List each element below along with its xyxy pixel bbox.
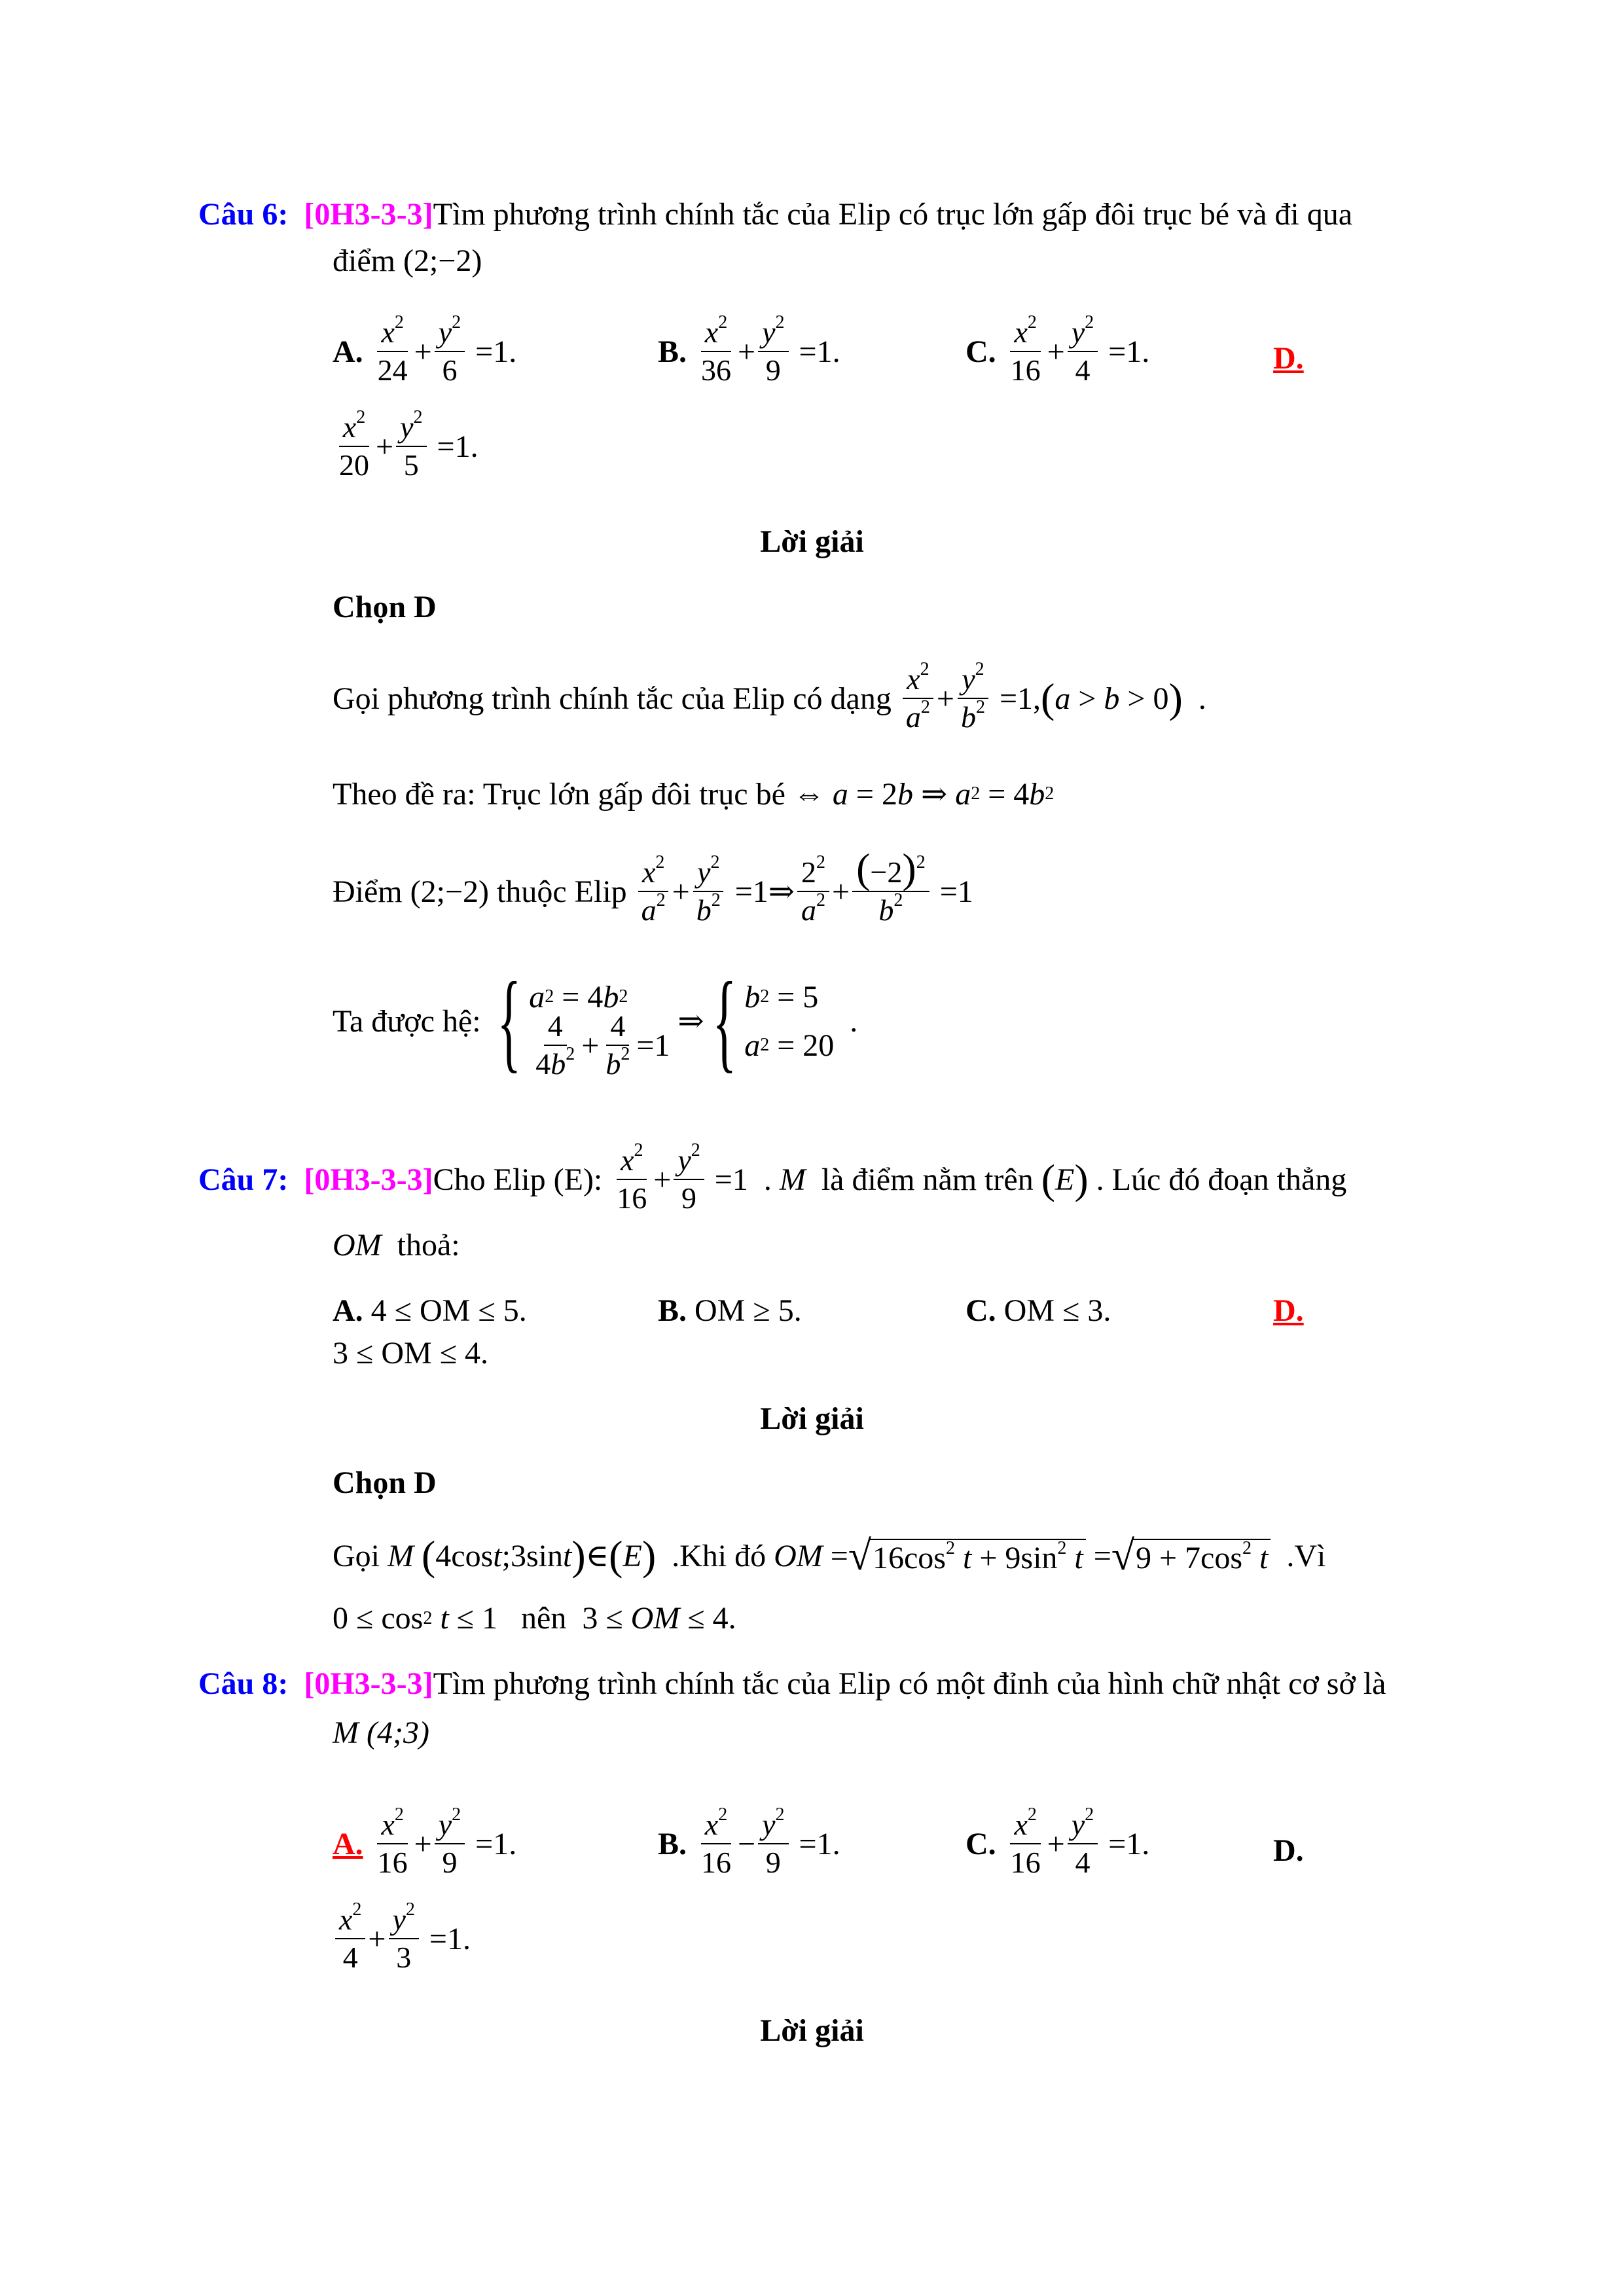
q7-stem-line2: OM thoả:: [333, 1228, 460, 1263]
q7-solution-step2: 0 ≤ cos 2 t ≤ 1 nên 3 ≤ OM ≤ 4.: [333, 1601, 736, 1636]
option-letter: A.: [333, 334, 363, 369]
q6-solution-step3: Điểm (2;−2) thuộc Elip $\frac{x^2}{a^2}$ + $\frac{y^2}{b^2}$ =1⇒ $\frac{2^2}{a^2}$ + $\frac{(-2)^2}{b^2}$ =1: [333, 845, 973, 927]
q7-solution-step1: Gọi M ( 4cos t ;3sin t ) ∈ ( E ) .Khi đó OM = √ $16\cos^2$ $t + 9\sin^2$ t = √ $9 + 7\cos^2$ t .Vì: [333, 1532, 1326, 1579]
option-letter: B.: [658, 334, 687, 369]
q8-option-b[interactable]: B. $\frac{x^2}{16}$ − $\frac{y^2}{9}$ =1.: [658, 1804, 840, 1879]
q6-solution-step4: Ta được hệ: { a 2 = 4 b 2 $\frac{4}{4b^2}$ + $\frac{4}{b^2}$ =1 ⇒ { b 2 = 5 a 2 = 20 .: [333, 960, 858, 1083]
q6-solution-step2: Theo đề ra: Trục lớn gấp đôi trục bé ⇔ a = 2 b ⇒ a 2 = 4 b 2: [333, 776, 1055, 812]
q7-option-b[interactable]: B. OM ≥ 5.: [658, 1293, 802, 1328]
q6-option-b[interactable]: B. $\frac{x^2}{36}$ + $\frac{y^2}{9}$ =1.: [658, 312, 840, 387]
q6-option-c[interactable]: C. $\frac{x^2}{16}$ + $\frac{y^2}{4}$ =1.: [965, 312, 1150, 387]
q6-option-a[interactable]: A. $\frac{x^2}{24}$ + $\frac{y^2}{6}$ =1.: [333, 312, 517, 387]
option-letter: D.: [1273, 341, 1304, 376]
q8-stem: Câu 8: [0H3-3-3]Tìm phương trình chính tắc của Elip có một đỉnh của hình chữ nhật cơ sở là: [198, 1666, 1386, 1701]
q8-option-d[interactable]: $\frac{x^2}{4}$ + $\frac{y^2}{3}$ =1.: [333, 1901, 471, 1976]
q8-tag: [0H3-3-3]: [304, 1666, 433, 1701]
q6-label: Câu 6:: [198, 197, 289, 232]
q7-solution-title: Lời giải: [760, 1401, 864, 1436]
q6-solution-step1: Gọi phương trình chính tắc của Elip có dạng $\frac{x^2}{a^2}$ + $\frac{y^2}{b^2}$ =1, ( a > b > 0 ) .: [333, 659, 1206, 734]
q6-option-d[interactable]: $\frac{x^2}{20}$ + $\frac{y^2}{5}$ =1.: [339, 407, 478, 482]
q6-stem-line2: điểm (2;−2): [333, 243, 482, 278]
q7-chosen: Chọn D: [333, 1465, 437, 1500]
q7-label: Câu 7:: [198, 1162, 289, 1197]
q6-stem: [198, 193, 1428, 236]
q6-stem-text: Tìm phương trình chính tắc của Elip có trục lớn gấp đôi trục bé và đi qua: [433, 197, 1353, 232]
q7-tag: [0H3-3-3]: [304, 1162, 433, 1197]
q7-stem: Câu 7: [0H3-3-3] Cho Elip (E): $\frac{x^2}{16}$ + $\frac{y^2}{9}$ =1 . M là điểm nằm trên ( E ) . Lúc đó đoạn thẳng: [198, 1140, 1347, 1215]
q6-option-d-label[interactable]: [1273, 340, 1312, 376]
q6-chosen: Chọn D: [333, 590, 437, 624]
q8-option-d-label[interactable]: D.: [1273, 1833, 1304, 1868]
q8-option-a[interactable]: A. $\frac{x^2}{16}$ + $\frac{y^2}{9}$ =1.: [333, 1804, 517, 1879]
q7-option-a[interactable]: A. 4 ≤ OM ≤ 5.: [333, 1293, 527, 1328]
q7-option-d[interactable]: 3 ≤ OM ≤ 4.: [333, 1336, 489, 1371]
q6-tag: [0H3-3-3]: [304, 197, 433, 232]
option-letter: C.: [965, 334, 996, 369]
q8-stem-line2: M (4;3): [333, 1715, 429, 1750]
q8-solution-title: Lời giải: [760, 2013, 864, 2048]
q7-option-c[interactable]: C. OM ≤ 3.: [965, 1293, 1111, 1328]
q8-option-c[interactable]: C. $\frac{x^2}{16}$ + $\frac{y^2}{4}$ =1.: [965, 1804, 1150, 1879]
q6-solution-title: Lời giải: [760, 524, 864, 559]
q8-label: Câu 8:: [198, 1666, 289, 1701]
q7-option-d-label[interactable]: D.: [1273, 1293, 1304, 1328]
